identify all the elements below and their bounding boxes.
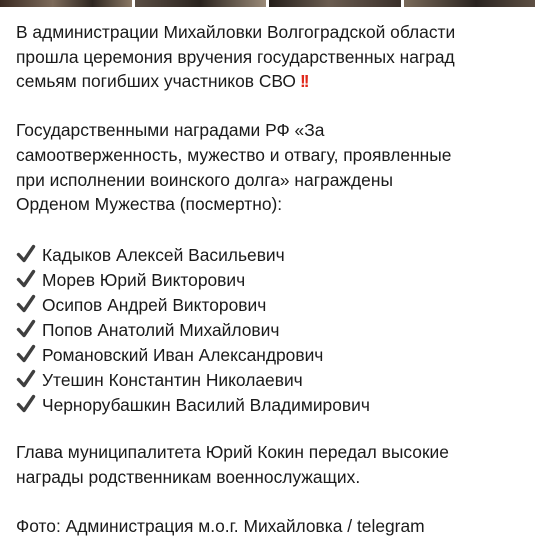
intro-line-text: семьям погибших участников СВО: [16, 71, 296, 92]
awardee-item: [16, 391, 526, 416]
awardee-name: Чернорубашкин Василий Владимирович: [42, 394, 370, 415]
intro-line: прошла церемония вручения государственных наград: [16, 46, 455, 67]
photo-credit: Фото: Администрация м.о.г. Михайловка / telegram: [16, 515, 425, 536]
awardee-item: [16, 291, 526, 316]
award-line: при исполнении воинского долга» награждены: [16, 169, 393, 190]
award-line: Орденом Мужества (посмертно):: [16, 194, 283, 215]
awardee-name: Попов Анатолий Михайлович: [42, 320, 280, 341]
awardee-item: [16, 241, 526, 266]
paragraph-gap: [16, 217, 526, 242]
photo-strip[interactable]: [0, 0, 535, 7]
closing-line: Глава муниципалитета Юрий Кокин передал высокие: [16, 442, 449, 463]
awardee-name: Романовский Иван Александрович: [42, 344, 324, 365]
award-line: Государственными наградами РФ «За: [16, 120, 325, 141]
awardee-list: [16, 241, 526, 415]
awardee-item: [16, 366, 526, 391]
check-mark-icon: [16, 319, 38, 339]
paragraph-gap: [16, 416, 526, 441]
paragraph-gap: [16, 489, 526, 514]
photo-thumbnail[interactable]: [135, 0, 267, 7]
photo-thumbnail[interactable]: [0, 0, 132, 7]
closing-line: награды родственникам военнослужащих.: [16, 466, 361, 487]
awardee-name: Осипов Андрей Викторович: [42, 295, 267, 316]
intro-line: [16, 69, 526, 94]
double-exclamation-icon: !!: [299, 71, 308, 92]
awardee-name: Морев Юрий Викторович: [42, 270, 246, 291]
awardee-item: [16, 316, 526, 341]
paragraph-gap: [16, 94, 526, 119]
check-mark-icon: [16, 394, 38, 414]
check-mark-icon: [16, 294, 38, 314]
awardee-name: Утешин Константин Николаевич: [42, 369, 303, 390]
awardee-item: [16, 341, 526, 366]
awardee-item: [16, 266, 526, 291]
check-mark-icon: [16, 369, 38, 389]
photo-thumbnail[interactable]: [269, 0, 401, 7]
photo-thumbnail[interactable]: [404, 0, 535, 7]
check-mark-icon: [16, 344, 38, 364]
check-mark-icon: [16, 269, 38, 289]
post-text: [16, 20, 526, 539]
check-mark-icon: [16, 244, 38, 264]
intro-line: В администрации Михайловки Волгоградской области: [16, 22, 456, 42]
award-line: самоотверженность, мужество и отвагу, проявленные: [16, 144, 452, 165]
awardee-name: Кадыков Алексей Васильевич: [42, 245, 285, 266]
